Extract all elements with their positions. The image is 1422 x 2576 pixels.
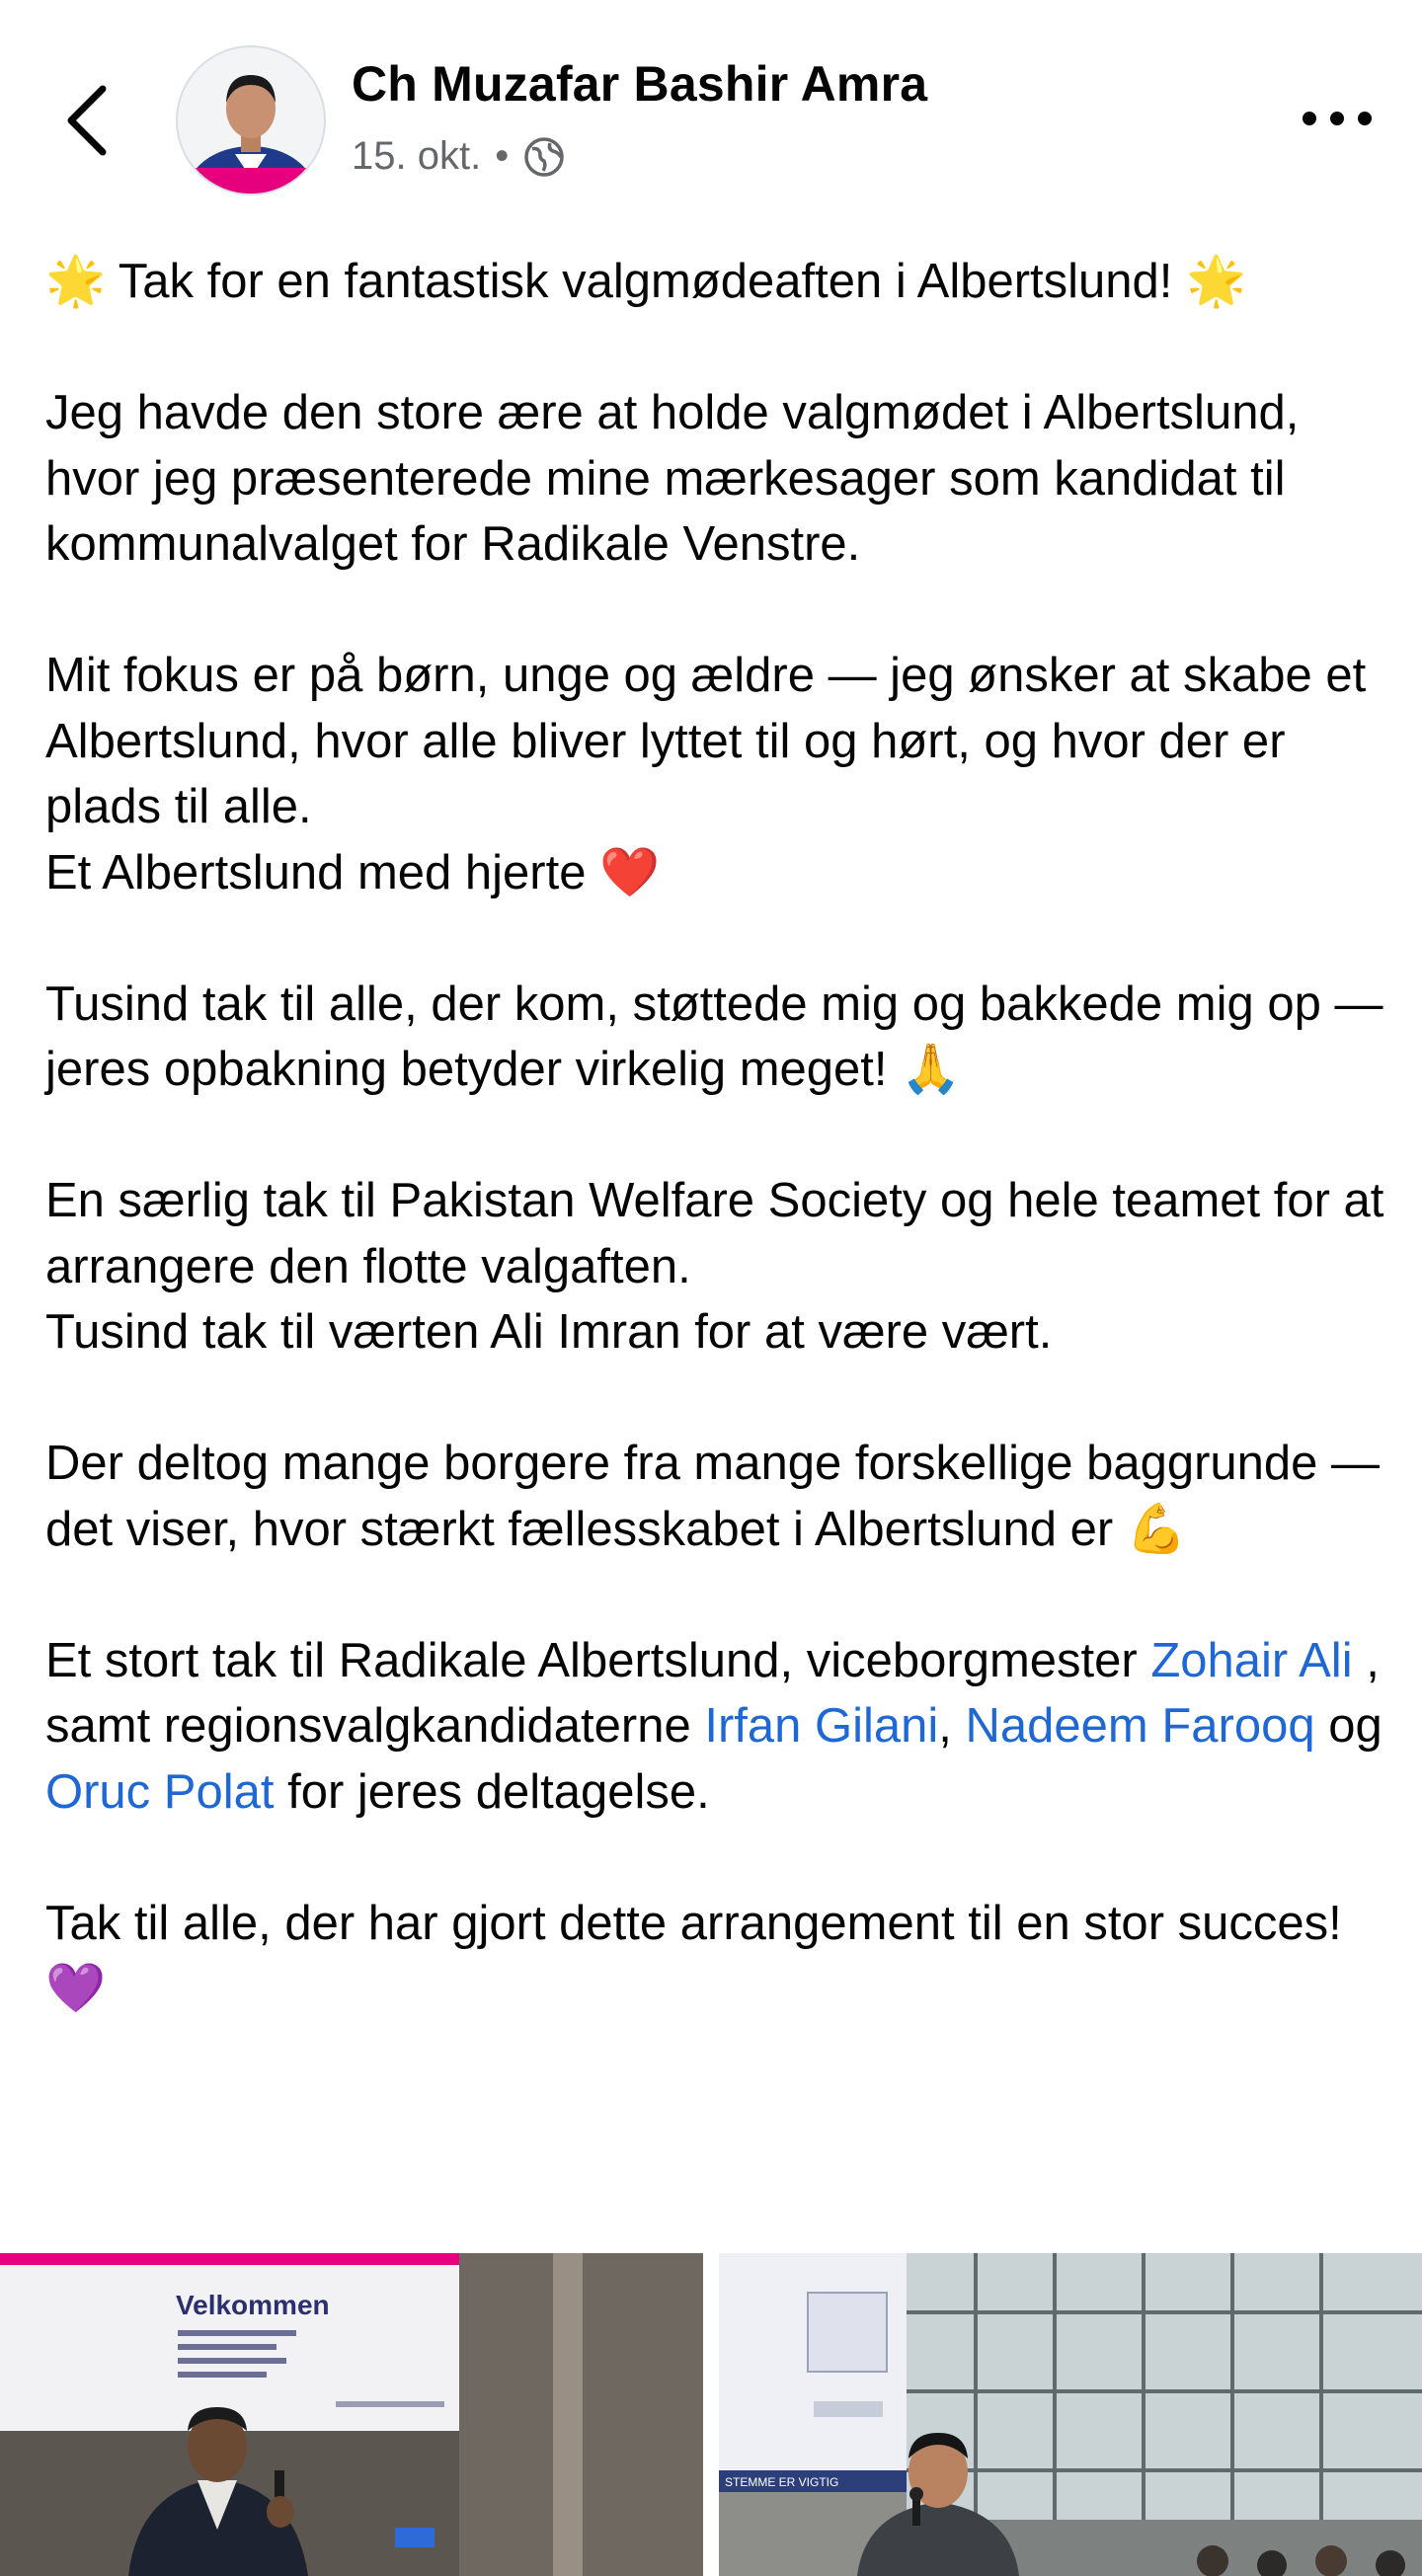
post-paragraph: Jeg havde den store ære at holde valgmødet i Albertslund, hvor jeg præsenterede mine mærkesager som kandidat til kommunalvalget for Radikale Venstre.: [45, 386, 1300, 571]
globe-icon: [522, 135, 566, 179]
purple-heart-emoji: 💜: [45, 1960, 107, 2016]
star-emoji: 🌟: [1186, 253, 1247, 309]
post-text: Der deltog mange borgere fra mange forskellige baggrunde — det viser, hvor stærkt fællesskabet i Albertslund er: [45, 1437, 1381, 1556]
praying-hands-emoji: 🙏: [901, 1041, 962, 1097]
event-photo-hall: [719, 2253, 1422, 2576]
mention-nadeem-farooq[interactable]: Nadeem Farooq: [965, 1699, 1315, 1753]
post-text: Et Albertslund med hjerte: [45, 845, 600, 899]
post-paragraph: [45, 972, 1388, 1103]
more-options-button[interactable]: [1296, 99, 1379, 138]
star-emoji: 🌟: [45, 253, 107, 309]
post-text: og: [1314, 1699, 1382, 1753]
slide-title: Velkommen: [176, 2290, 330, 2320]
post-date[interactable]: 15. okt.: [352, 134, 482, 178]
heart-emoji: ❤️: [599, 843, 661, 900]
post-header: [0, 0, 1422, 217]
mention-zohair-ali[interactable]: Zohair Ali: [1150, 1633, 1353, 1687]
event-photo-speaker: [0, 2253, 703, 2576]
back-button[interactable]: [51, 71, 130, 170]
post-text: Mit fokus er på børn, unge og ældre — jeg ønsker at skabe et Albertslund, hvor alle bliver lyttet til og hørt, og hvor der er plads til alle.: [45, 649, 1367, 833]
post-paragraph: [45, 1891, 1388, 2022]
post-paragraph: [45, 1431, 1388, 1562]
slide-banner: STEMME ER VIGTIG: [725, 2475, 839, 2489]
post-text: for jeres deltagelse.: [274, 1764, 710, 1819]
post-text: Et stort tak til Radikale Albertslund, viceborgmester: [45, 1633, 1151, 1687]
post-photo-2[interactable]: [719, 2253, 1422, 2576]
post-text: Tusind tak til værten Ali Imran for at være vært.: [45, 1305, 1053, 1359]
avatar[interactable]: [176, 45, 326, 195]
author-name[interactable]: Ch Muzafar Bashir Amra: [352, 56, 928, 112]
meta-separator: •: [495, 134, 510, 178]
post-text: Tak for en fantastisk valgmødeaften i Albertslund!: [106, 255, 1187, 308]
post-text: En særlig tak til Pakistan Welfare Society og hele teamet for at arrangere den flotte valgaften.: [45, 1174, 1384, 1293]
post-text: Tak til alle, der har gjort dette arrangement til en stor succes!: [45, 1896, 1342, 1950]
post-text: , samt regionsvalgkandidaterne: [45, 1633, 1380, 1753]
post-meta: [352, 134, 566, 179]
post-paragraph: [45, 643, 1388, 905]
post-paragraph: [45, 249, 1388, 315]
post-paragraph: [45, 1168, 1388, 1366]
flexed-biceps-emoji: 💪: [1126, 1500, 1187, 1557]
mention-oruc-polat[interactable]: Oruc Polat: [45, 1764, 275, 1819]
post-body: [45, 249, 1388, 2022]
photo-grid: [0, 2253, 1422, 2576]
avatar-image: [178, 47, 324, 194]
post-photo-1[interactable]: [0, 2253, 703, 2576]
post-paragraph: [45, 1628, 1388, 1826]
mention-irfan-gilani[interactable]: Irfan Gilani: [704, 1699, 939, 1753]
post-text: Tusind tak til alle, der kom, støttede mig og bakkede mig op — jeres opbakning betyder virkelig meget!: [45, 976, 1383, 1096]
more-horizontal-icon: [1296, 99, 1379, 138]
post-text: ,: [938, 1699, 966, 1753]
chevron-left-icon: [51, 71, 130, 170]
